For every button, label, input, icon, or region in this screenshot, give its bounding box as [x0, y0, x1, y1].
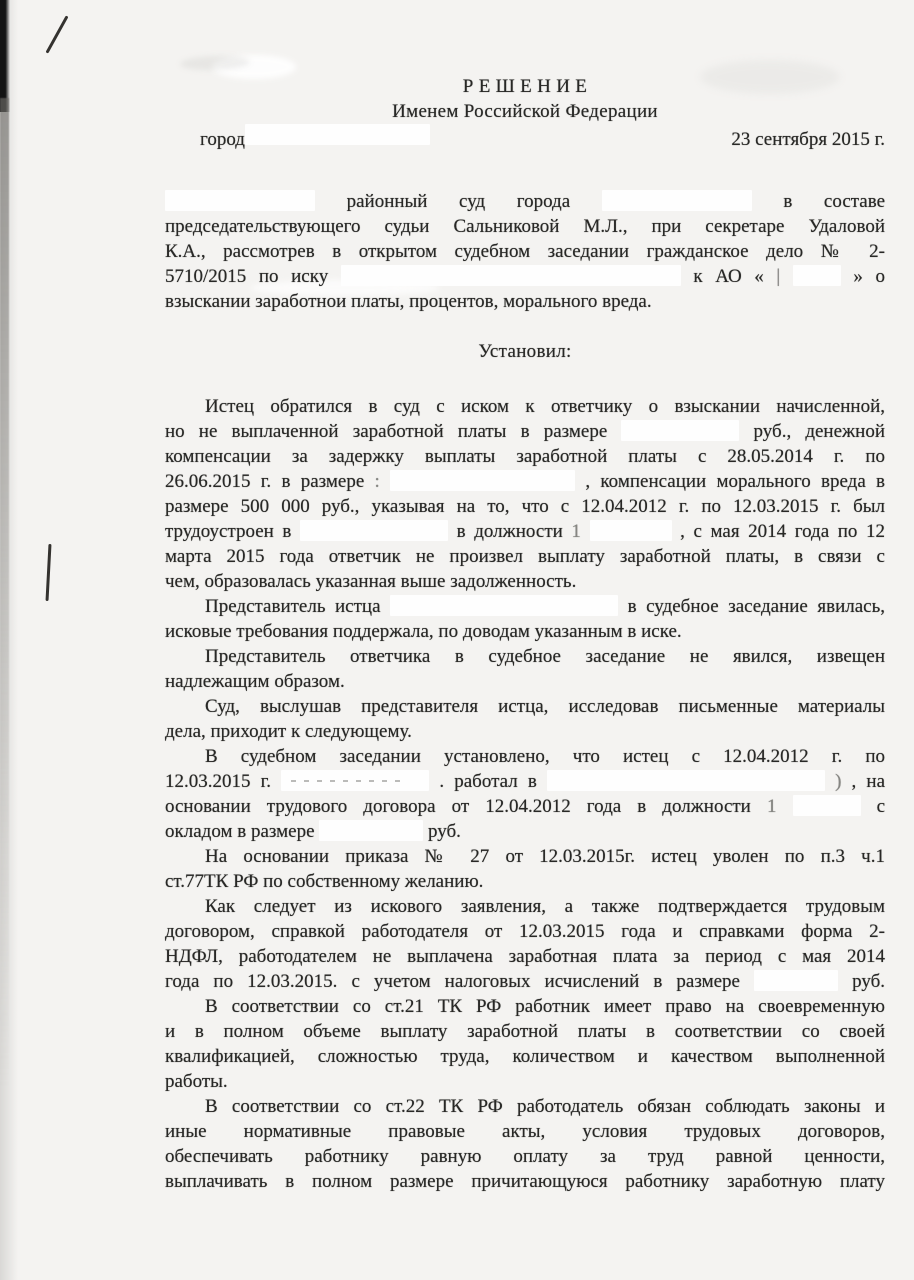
text-run: К.А., рассмотрев в открытом судебном заседании гражданское дело № 2- — [165, 241, 885, 262]
redaction-box — [390, 470, 575, 491]
text-run: ст.77ТК РФ по собственному желанию. — [165, 871, 484, 892]
text-run: обеспечивать работнику равную оплату за труд равной ценности, — [165, 1146, 885, 1167]
text-line — [165, 124, 885, 152]
text-run: но не выплаченной заработной платы в размере — [165, 421, 608, 442]
text-line — [165, 619, 885, 644]
faint-artifact: | — [776, 266, 781, 287]
text-run: Суд, выслушав представителя истца, исследовав письменные материалы — [205, 696, 885, 717]
redaction-box — [547, 770, 825, 791]
faint-artifact: : — [374, 471, 380, 492]
text-run: 23 сентября 2015 г. — [731, 129, 885, 150]
text-run: трудоустроен в — [165, 521, 292, 542]
text-run: Именем Российской Федерации — [392, 101, 658, 122]
text-run: Р Е Ш Е Н И Е — [462, 76, 588, 97]
text-run: В судебном заседании установлено, что истец с 12.04.2012 г. по — [205, 746, 885, 767]
text-line — [165, 289, 885, 314]
redaction-box — [754, 970, 838, 991]
text-run: город — [200, 129, 245, 150]
text-run: работы. — [165, 1071, 228, 1092]
text-run: руб., денежной — [753, 421, 885, 442]
text-run: , компенсации морального вреда в — [585, 471, 886, 492]
text-line — [165, 894, 885, 919]
text-line — [165, 394, 885, 419]
text-line — [165, 1044, 885, 1069]
text-line — [165, 819, 885, 844]
text-line — [165, 869, 885, 894]
line-gap — [165, 314, 885, 339]
text-run: 26.06.2015 г. в размере — [165, 471, 365, 492]
text-run: Представитель истца — [205, 596, 381, 617]
text-run: в составе — [783, 191, 886, 212]
text-run: основании трудового договора от 12.04.2012 года в должности — [165, 796, 751, 817]
text-line — [165, 794, 885, 819]
text-run: В соответствии со ст.22 ТК РФ работодатель обязан соблюдать законы и — [205, 1096, 885, 1117]
redaction-box — [300, 520, 448, 541]
text-line — [165, 339, 885, 364]
text-line — [165, 944, 885, 969]
text-run: председательствующего судьи Сальниковой М.Л., при секретаре Удаловой — [165, 216, 885, 237]
text-run: 5710/2015 по иску — [165, 266, 329, 287]
text-run: руб. — [852, 971, 886, 992]
document-text — [165, 74, 885, 1194]
text-run: В соответствии со ст.21 ТК РФ работник имеет право на своевременную — [205, 996, 885, 1017]
text-line — [165, 494, 885, 519]
text-run: договором, справкой работодателя от 12.03.2015 года и справками форма 2- — [165, 921, 885, 942]
text-line — [165, 419, 885, 444]
redaction-box — [602, 190, 752, 211]
text-line — [165, 214, 885, 239]
text-run: компенсации за задержку выплаты заработной платы с 28.05.2014 г. по — [165, 446, 885, 467]
text-run: в судебное заседание явилась, — [627, 596, 886, 617]
text-line — [165, 469, 885, 494]
text-run: НДФЛ, работодателем не выплачена заработная плата за период с мая 2014 — [165, 946, 885, 967]
text-run: дела, приходит к следующему. — [165, 721, 412, 742]
text-line — [165, 519, 885, 544]
text-line — [165, 844, 885, 869]
text-run: квалификацией, сложностью труда, количеством и качеством выполненной — [165, 1046, 885, 1067]
text-run: чем, образовалась указанная выше задолженность. — [165, 571, 577, 592]
text-run: к АО « — [693, 266, 764, 287]
text-run: надлежащим образом. — [165, 671, 345, 692]
text-line — [165, 1094, 885, 1119]
text-run: в должности — [456, 521, 563, 542]
text-run: . работал в — [439, 771, 537, 792]
faint-artifact: ) — [835, 771, 842, 792]
text-run: » о — [853, 266, 885, 287]
text-run: районный суд города — [346, 191, 571, 212]
ghost-redaction-box — [281, 770, 429, 791]
text-line — [165, 744, 885, 769]
line-gap — [165, 152, 885, 189]
text-run: взыскании заработнои платы, процентов, морального вреда. — [165, 291, 652, 312]
text-run: Представитель ответчика в судебное заседание не явился, извещен — [205, 646, 885, 667]
text-run: и в полном объеме выплату заработной платы в соответствии со своей — [165, 1021, 885, 1042]
text-run: окладом в размере — [165, 821, 315, 842]
redaction-box — [245, 124, 430, 145]
text-line — [165, 1019, 885, 1044]
text-run: выплачивать в полном размере причитающуюся работнику заработную плату — [165, 1171, 885, 1192]
text-run: руб. — [428, 821, 461, 842]
text-line — [165, 1119, 885, 1144]
text-run: с — [876, 796, 886, 817]
text-line — [165, 1169, 885, 1194]
text-line — [165, 99, 885, 124]
text-run: Как следует из искового заявления, а также подтверждается трудовым — [205, 896, 885, 917]
text-line — [165, 544, 885, 569]
text-run: , на — [851, 771, 886, 792]
text-line — [165, 994, 885, 1019]
text-line — [165, 74, 885, 99]
text-line — [165, 444, 885, 469]
text-line — [165, 1069, 885, 1094]
text-line — [165, 1144, 885, 1169]
text-run: 12.03.2015 г. — [165, 771, 272, 792]
faint-artifact: 1 — [766, 796, 777, 817]
scan-edge-dark — [0, 0, 10, 112]
redaction-box — [319, 820, 423, 841]
redaction-box — [793, 795, 861, 816]
text-line — [165, 569, 885, 594]
redaction-box — [621, 420, 739, 441]
pen-mark-vertical — [46, 544, 52, 601]
line-gap — [165, 364, 885, 394]
text-line — [165, 189, 885, 214]
text-run: марта 2015 года ответчик не произвел выплату заработной платы, в связи с — [165, 546, 885, 567]
text-line — [165, 644, 885, 669]
text-line — [165, 239, 885, 264]
text-run: размере 500 000 руб., указывая на то, что с 12.04.2012 г. по 12.03.2015 г. был — [165, 496, 885, 517]
text-line — [165, 969, 885, 994]
text-run: Истец обратился в суд с иском к ответчику о взыскании начисленной, — [205, 396, 885, 417]
redaction-box — [390, 595, 618, 616]
text-run: иные нормативные правовые акты, условия трудовых договоров, — [165, 1121, 885, 1142]
text-run: Установил: — [478, 341, 572, 362]
text-line — [165, 264, 885, 289]
faint-artifact: 1 — [571, 521, 581, 542]
text-line — [165, 919, 885, 944]
text-run: года по 12.03.2015. с учетом налоговых исчислений в размере — [165, 971, 740, 992]
text-line — [165, 594, 885, 619]
redaction-box — [793, 265, 841, 286]
text-line — [165, 694, 885, 719]
redaction-box — [341, 265, 681, 286]
redaction-box — [165, 190, 315, 211]
text-line — [165, 769, 885, 794]
text-line — [165, 719, 885, 744]
text-run: На основании приказа № 27 от 12.03.2015г. истец уволен по п.3 ч.1 — [205, 846, 885, 867]
text-run: исковые требования поддержала, по доводам указанным в иске. — [165, 621, 682, 642]
text-line — [165, 669, 885, 694]
text-run: , с мая 2014 года по 12 — [680, 521, 886, 542]
scan-edge-band — [0, 98, 9, 1088]
redaction-box — [590, 520, 672, 541]
pen-mark-diagonal — [46, 15, 69, 53]
